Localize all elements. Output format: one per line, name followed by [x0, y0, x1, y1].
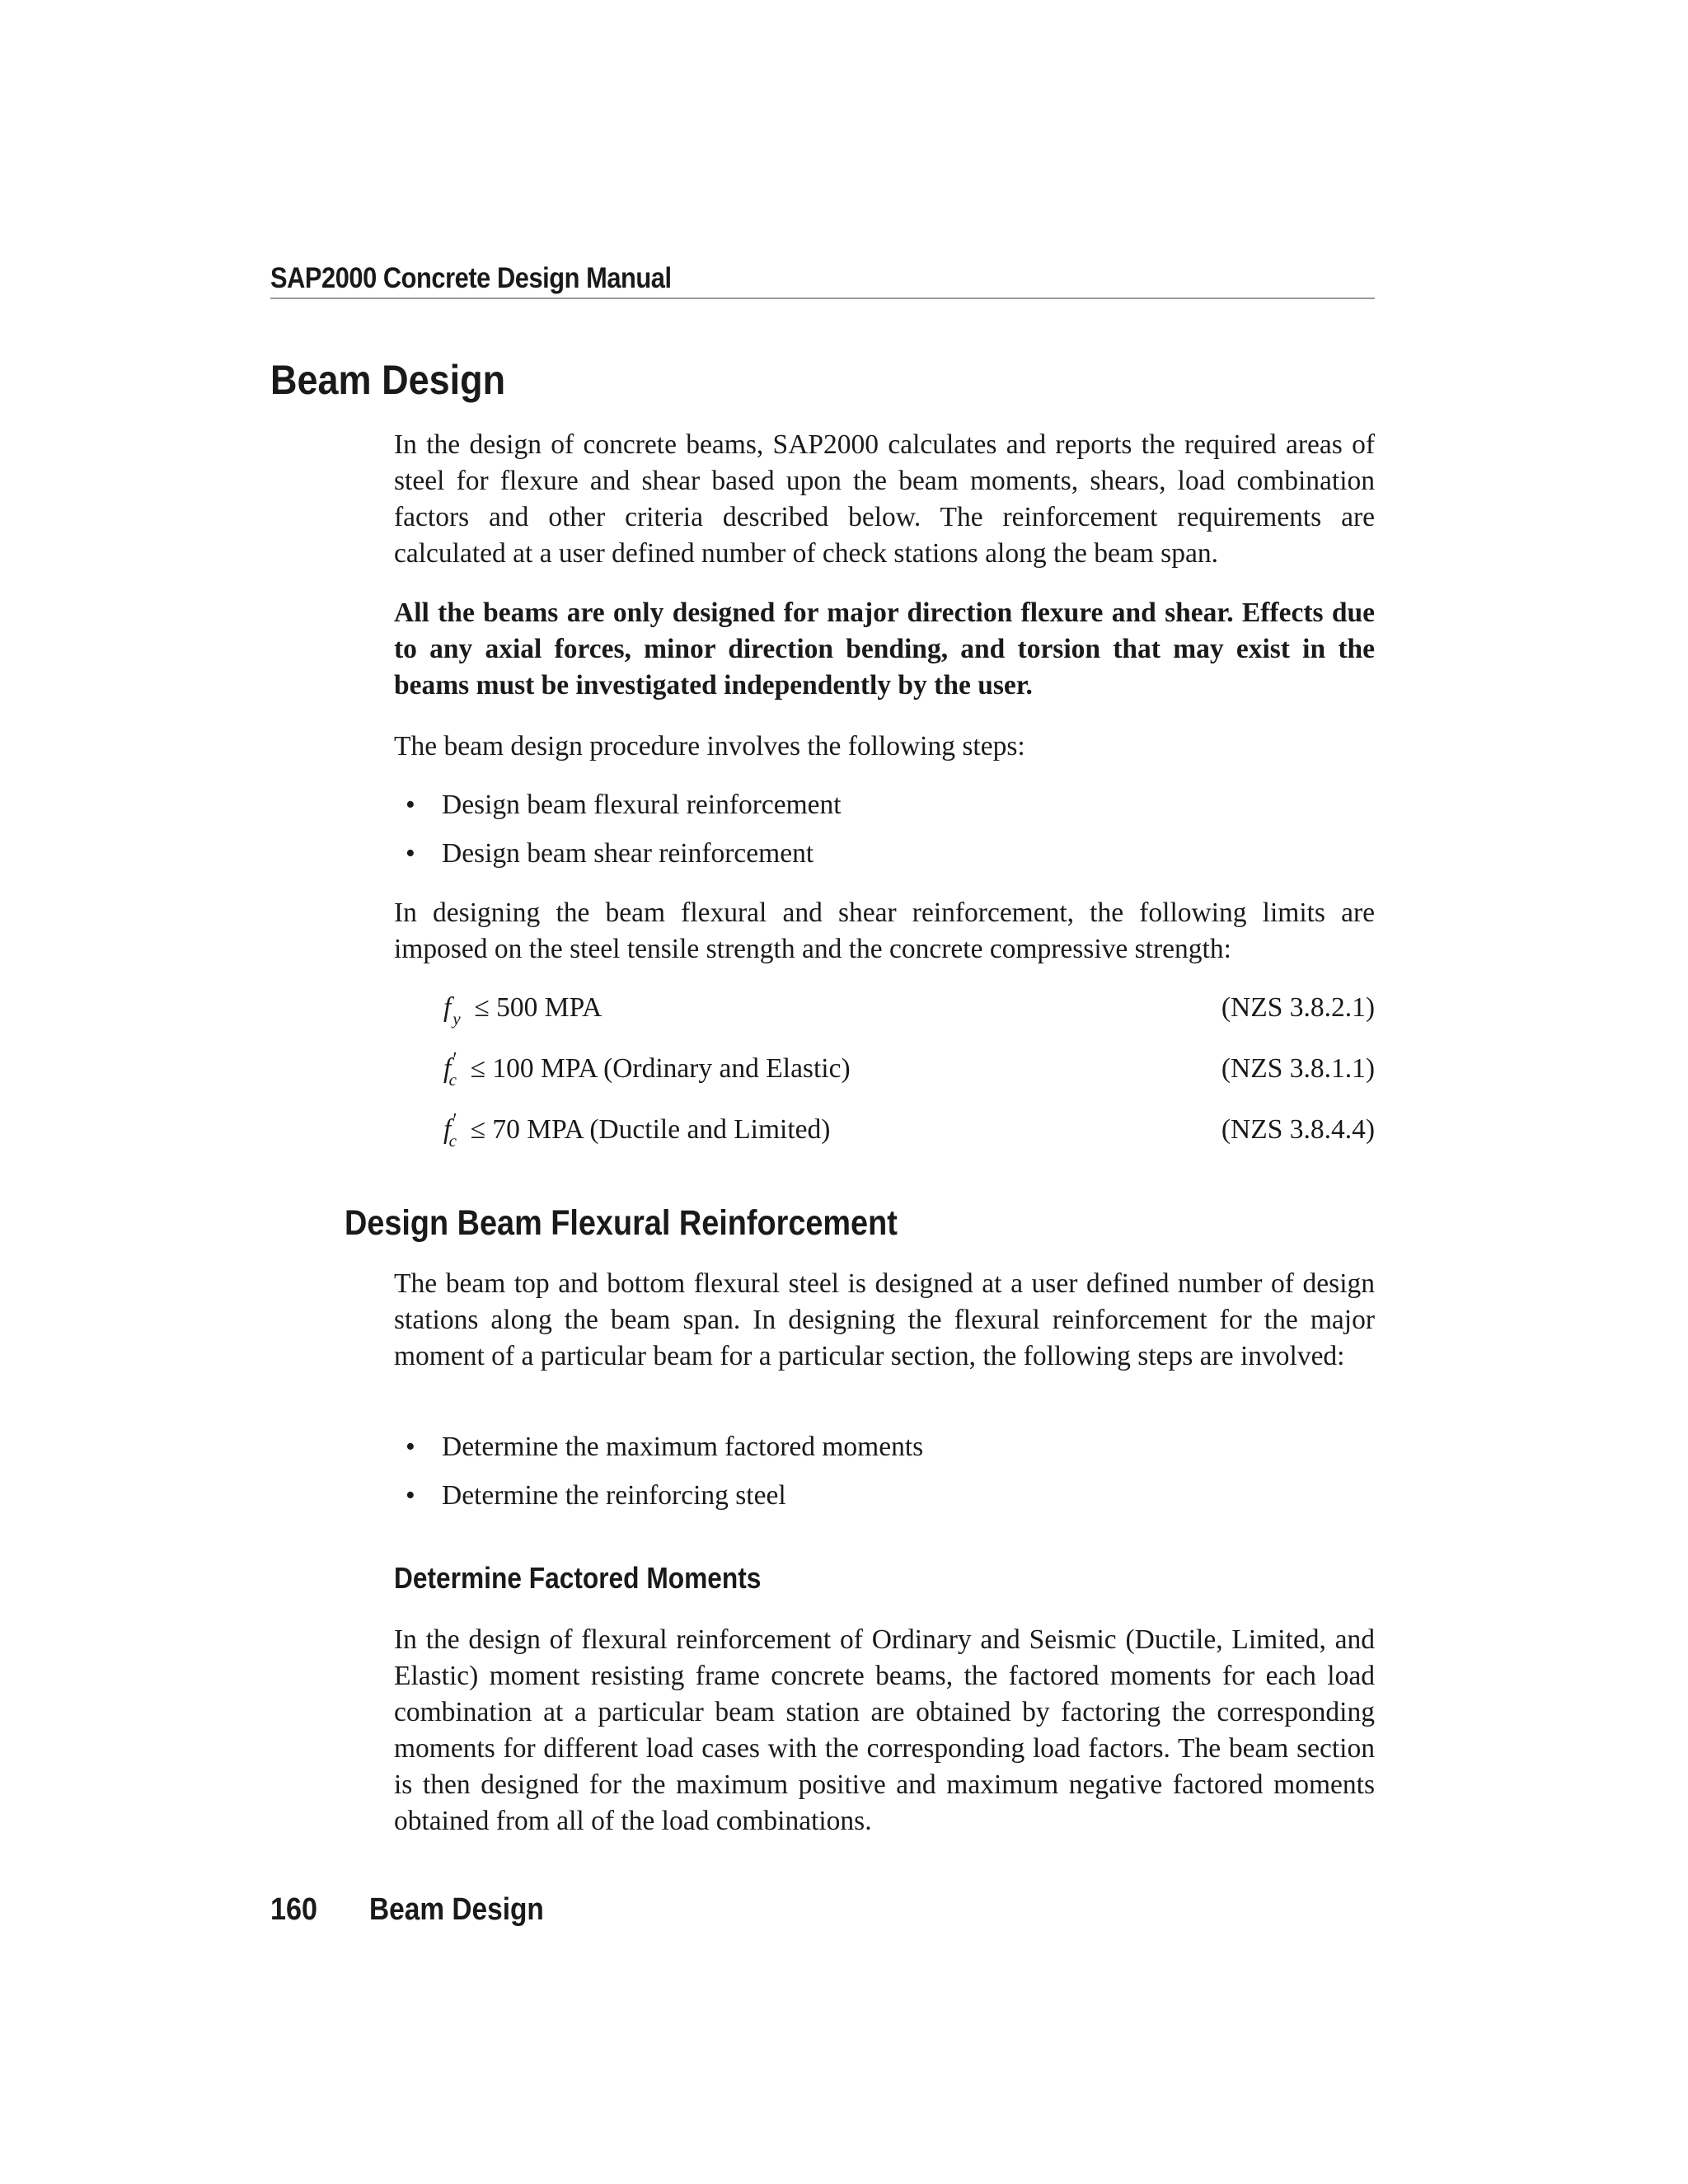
equation-prime: ′: [452, 1110, 457, 1132]
subsubsection-paragraph-1: In the design of flexural reinforcement of Ordinary and Seismic (Ductile, Limited, and Elastic) moment resisting frame concrete beams, the factored moments for each load combination at a particular beam station are obtained by factoring the corresponding moments for different load cases with the corresponding load factors. The beam section is then designed for the maximum positive and maximum negative factored moments obtained from all of the load combinations.: [394, 1624, 1375, 1836]
equation-prime: ′: [452, 1049, 457, 1071]
equation-reference: (NZS 3.8.4.4): [1221, 1114, 1375, 1145]
equation-text: ≤ 500 MPA: [474, 992, 603, 1023]
equation-fc-ordinary-limit: [443, 1048, 1375, 1090]
intro-paragraph-3: The beam design procedure involves the following steps:: [394, 731, 1025, 762]
equation-symbol: f: [443, 1114, 452, 1145]
bullet-icon: •: [406, 838, 415, 869]
section-title: Beam Design: [270, 357, 506, 403]
intro-paragraph-1: In the design of concrete beams, SAP2000 calculates and reports the required areas of steel for flexure and shear based upon the beam moments, shears, load combination factors and other criteria described below. The reinforcement requirements are calculated at a user defined number of check stations along the beam span.: [394, 429, 1375, 569]
intro-paragraph-2-bold: All the beams are only designed for major direction flexure and shear. Effects due to any axial forces, minor direction bending, and torsion that may exist in the beams must be investigated independently by the user.: [394, 598, 1375, 701]
equation-fc-ductile-limit: [443, 1109, 1375, 1151]
list-item: • Determine the reinforcing steel: [406, 1478, 786, 1514]
equation-reference: (NZS 3.8.2.1): [1221, 992, 1375, 1023]
subsubsection-title: Determine Factored Moments: [394, 1561, 762, 1595]
equation-text: ≤ 70 MPA (Ductile and Limited): [470, 1114, 831, 1145]
equation-subscript: c: [448, 1070, 457, 1090]
equation-reference: (NZS 3.8.1.1): [1221, 1053, 1375, 1084]
bullet-icon: •: [406, 1480, 415, 1511]
list-item: • Determine the maximum factored moments: [406, 1429, 923, 1465]
subsection-paragraph-1: The beam top and bottom flexural steel is designed at a user defined number of design stations along the beam span. In designing the flexural reinforcement for the major moment of a particular beam for a particular section, the following steps are involved:: [394, 1268, 1375, 1371]
header-rule: [270, 298, 1375, 299]
bullet-icon: •: [406, 790, 415, 820]
equation-fy-limit: [443, 987, 1375, 1029]
equation-text: ≤ 100 MPA (Ordinary and Elastic): [470, 1053, 851, 1084]
subsection-title: Design Beam Flexural Reinforcement: [345, 1203, 898, 1243]
equation-subscript: c: [448, 1131, 457, 1151]
page-number: 160: [270, 1892, 318, 1927]
equation-symbol: f: [443, 1053, 452, 1084]
list-item: • Design beam shear reinforcement: [406, 836, 814, 872]
running-header: SAP2000 Concrete Design Manual: [270, 262, 672, 294]
equation-subscript: y: [452, 1009, 461, 1029]
intro-paragraph-4: In designing the beam flexural and shear reinforcement, the following limits are imposed on the steel tensile strength and the concrete compressive strength:: [394, 898, 1375, 964]
footer-section-title: Beam Design: [369, 1892, 544, 1927]
bullet-icon: •: [406, 1432, 415, 1462]
list-item: • Design beam flexural reinforcement: [406, 787, 842, 823]
equation-symbol: f: [443, 992, 452, 1023]
